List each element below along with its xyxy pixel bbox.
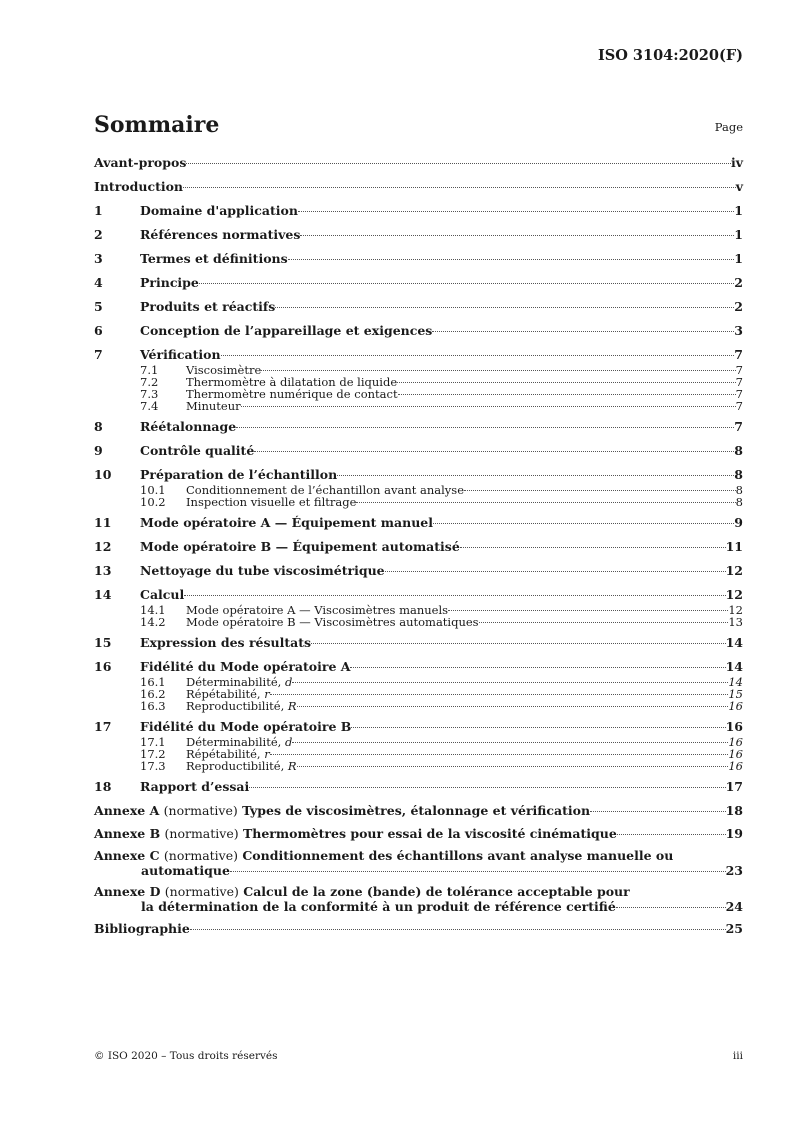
dot-leader	[298, 211, 734, 212]
toc-entry-number: 14	[94, 587, 112, 602]
toc-entry-label: Thermomètre à dilatation de liquide	[186, 375, 398, 389]
toc-entry-page: 13	[728, 615, 743, 629]
dot-leader	[275, 307, 734, 308]
toc-entry-label: Avant-propos	[94, 155, 187, 170]
toc-entry-label: Mode opératoire B — Équipement automatisé	[140, 539, 460, 554]
toc-entry-variable: R	[287, 759, 297, 773]
toc-entry-label: Déterminabilité, d	[186, 735, 293, 749]
page-title: Sommaire	[94, 112, 220, 138]
toc-entry-8[interactable]	[94, 418, 743, 436]
toc-entry-number: 7.2	[140, 375, 159, 389]
toc-entry-9[interactable]	[94, 442, 743, 460]
toc-entry-12[interactable]	[94, 538, 743, 556]
toc-entry-6[interactable]	[94, 322, 743, 340]
toc-entry-number: 16	[94, 659, 112, 674]
toc-entry-number: 13	[94, 563, 112, 578]
toc-entry-page: 25	[725, 921, 743, 936]
toc-entry-number: 12	[94, 539, 112, 554]
toc-entry-variable: d	[284, 735, 293, 749]
toc-entry-page: 15	[728, 687, 743, 701]
toc-entry-variable: r	[264, 747, 270, 761]
dot-leader	[397, 382, 736, 383]
toc-entry-label: Mode opératoire A — Viscosimètres manuels	[186, 603, 449, 617]
toc-entry-label: Réétalonnage	[140, 419, 237, 434]
toc-entry-label: Minuteur	[186, 399, 241, 413]
toc-entry-number: 2	[94, 227, 103, 242]
dot-leader	[448, 610, 728, 611]
dot-leader	[337, 475, 734, 476]
toc-entry-18[interactable]	[94, 778, 743, 796]
toc-entry-page: 1	[734, 251, 743, 266]
toc-entry-bibliographie[interactable]	[94, 920, 743, 937]
dot-leader	[183, 187, 736, 188]
dot-leader	[292, 742, 728, 743]
toc-entry-page: 8	[735, 483, 743, 497]
toc-entry-number: 18	[94, 779, 112, 794]
toc-entry-11[interactable]	[94, 514, 743, 532]
toc-entry-3[interactable]	[94, 250, 743, 268]
toc-entry-page: 16	[728, 735, 743, 749]
dot-leader	[241, 406, 736, 407]
toc-entry-number: 14.1	[140, 603, 166, 617]
dot-leader	[254, 451, 734, 452]
toc-subentry-17-3[interactable]	[94, 760, 743, 772]
toc-entry-number: 17	[94, 719, 112, 734]
footer-page-number: iii	[732, 1050, 743, 1062]
toc-entry-page: 16	[728, 759, 743, 773]
toc-entry-variable: r	[264, 687, 270, 701]
toc-entry-label: Annexe D (normative) Calcul de la zone (bande) de tolérance acceptable pour	[94, 884, 630, 899]
toc-entry-avant-propos[interactable]	[94, 154, 743, 172]
toc-entry-page: 14	[725, 659, 743, 674]
toc-entry-page: 2	[734, 299, 743, 314]
toc-entry-label: Mode opératoire A — Équipement manuel	[140, 515, 433, 530]
dot-leader	[300, 235, 734, 236]
document-id: ISO 3104:2020(F)	[597, 47, 743, 64]
toc-entry-number: 8	[94, 419, 103, 434]
toc-entry-13[interactable]	[94, 562, 743, 580]
dot-leader	[288, 259, 735, 260]
dot-leader	[292, 682, 728, 683]
toc-entry-number: 11	[94, 515, 112, 530]
toc-entry-label: Répétabilité, r	[186, 747, 270, 761]
toc-entry-number: 17.2	[140, 747, 166, 761]
dot-leader	[433, 523, 734, 524]
toc-entry-number: 7	[94, 347, 103, 362]
toc-entry-page: 16	[725, 719, 743, 734]
toc-entry-label: Viscosimètre	[186, 363, 262, 377]
dot-leader	[261, 370, 735, 371]
dot-leader	[297, 766, 729, 767]
dot-leader	[186, 163, 731, 164]
toc-entry-label: Reproductibilité, R	[186, 759, 297, 773]
dot-leader	[270, 694, 729, 695]
dot-leader	[230, 871, 726, 872]
toc-entry-page: 14	[728, 675, 743, 689]
toc-entry-page: 14	[725, 635, 743, 650]
toc-entry-page: 18	[725, 803, 743, 818]
dot-leader	[190, 929, 726, 930]
toc-entry-page: 7	[735, 363, 743, 377]
toc-entry-label: Nettoyage du tube viscosimétrique	[140, 563, 385, 578]
toc-entry-label: Calcul	[140, 587, 185, 602]
toc-entry-number: 17.1	[140, 735, 166, 749]
toc-entry-label: Bibliographie	[94, 921, 190, 936]
toc-entry-label: Inspection visuelle et filtrage	[186, 495, 357, 509]
dot-leader	[351, 727, 725, 728]
toc-entry-7[interactable]	[94, 346, 743, 364]
toc-entry-label: Conception de l’appareillage et exigences	[140, 323, 433, 338]
toc-entry-page: 19	[725, 826, 743, 841]
toc-entry-introduction[interactable]	[94, 178, 743, 196]
toc-entry-variable: R	[287, 699, 297, 713]
toc-entry-label: Termes et définitions	[140, 251, 288, 266]
toc-entry-number: 10.1	[140, 483, 166, 497]
toc-entry-number: 15	[94, 635, 112, 650]
toc-entry-label: Thermomètre numérique de contact	[186, 387, 398, 401]
toc-entry-page: 12	[725, 563, 743, 578]
toc-entry-number: 4	[94, 275, 103, 290]
dot-leader	[350, 667, 725, 668]
toc-annex-d[interactable]	[94, 884, 743, 914]
toc-entry-label: Fidélité du Mode opératoire B	[140, 719, 352, 734]
toc-entry-number: 7.1	[140, 363, 159, 377]
toc-entry-number: 7.3	[140, 387, 159, 401]
toc-entry-14[interactable]	[94, 586, 743, 604]
toc-entry-label-continued: la détermination de la conformité à un produit de référence certifié	[141, 899, 616, 914]
toc-entry-page: 9	[734, 515, 743, 530]
toc-entry-label: Principe	[140, 275, 199, 290]
toc-entry-page: v	[735, 179, 743, 194]
dot-leader	[385, 571, 726, 572]
dot-leader	[184, 595, 725, 596]
dot-leader	[432, 331, 734, 332]
dot-leader	[297, 706, 729, 707]
toc-subentry-10-2[interactable]	[94, 496, 743, 508]
toc-entry-page: 24	[725, 899, 743, 914]
toc-entry-label: Contrôle qualité	[140, 443, 255, 458]
dot-leader	[479, 622, 729, 623]
toc-entry-page: 11	[725, 539, 743, 554]
toc-entry-number: 16.2	[140, 687, 166, 701]
dot-leader	[356, 502, 735, 503]
toc-entry-variable: d	[284, 675, 293, 689]
toc-entry-page: 8	[734, 443, 743, 458]
toc-entry-page: 7	[734, 419, 743, 434]
toc-subentry-16-3[interactable]	[94, 700, 743, 712]
toc-entry-page: 3	[734, 323, 743, 338]
table-of-contents	[94, 154, 743, 937]
toc-entry-2[interactable]	[94, 226, 743, 244]
footer-copyright: © ISO 2020 – Tous droits réservés	[94, 1050, 278, 1062]
toc-subentry-14-2[interactable]	[94, 616, 743, 628]
toc-entry-page: iv	[730, 155, 743, 170]
dot-leader	[590, 811, 726, 812]
toc-entry-page: 8	[735, 495, 743, 509]
toc-entry-number: 1	[94, 203, 103, 218]
toc-entry-label: Mode opératoire B — Viscosimètres automatiques	[186, 615, 479, 629]
toc-annex-a[interactable]	[94, 802, 743, 819]
dot-leader	[460, 547, 726, 548]
dot-leader	[464, 490, 736, 491]
toc-entry-5[interactable]	[94, 298, 743, 316]
toc-entry-page: 16	[728, 747, 743, 761]
toc-entry-page: 8	[734, 467, 743, 482]
dot-leader	[221, 355, 735, 356]
toc-entry-number: 17.3	[140, 759, 166, 773]
toc-entry-label: Annexe A (normative) Types de viscosimètres, étalonnage et vérification	[94, 803, 591, 818]
toc-entry-page: 7	[735, 399, 743, 413]
toc-entry-page: 12	[725, 587, 743, 602]
toc-entry-number: 9	[94, 443, 103, 458]
toc-entry-page: 1	[734, 227, 743, 242]
toc-entry-number: 10.2	[140, 495, 166, 509]
toc-entry-label: Répétabilité, r	[186, 687, 270, 701]
dot-leader	[236, 427, 734, 428]
toc-entry-label: Annexe C (normative) Conditionnement des échantillons avant analyse manuelle ou	[94, 848, 674, 863]
toc-entry-page: 1	[734, 203, 743, 218]
dot-leader	[617, 834, 726, 835]
toc-entry-number: 14.2	[140, 615, 166, 629]
toc-entry-page: 23	[725, 863, 743, 878]
toc-entry-number: 16.1	[140, 675, 166, 689]
dot-leader	[398, 394, 736, 395]
toc-entry-15[interactable]	[94, 634, 743, 652]
toc-entry-number: 5	[94, 299, 103, 314]
toc-entry-16[interactable]	[94, 658, 743, 676]
toc-entry-label: Vérification	[140, 347, 221, 362]
dot-leader	[311, 643, 726, 644]
toc-entry-page: 12	[728, 603, 743, 617]
toc-entry-page: 7	[735, 375, 743, 389]
toc-entry-number: 10	[94, 467, 112, 482]
toc-entry-label-continued: automatique	[141, 863, 230, 878]
toc-entry-number: 16.3	[140, 699, 166, 713]
toc-entry-1[interactable]	[94, 202, 743, 220]
toc-annex-c[interactable]	[94, 848, 743, 878]
toc-entry-number: 6	[94, 323, 103, 338]
toc-entry-label: Reproductibilité, R	[186, 699, 297, 713]
dot-leader	[270, 754, 729, 755]
dot-leader	[249, 787, 725, 788]
toc-entry-page: 7	[735, 387, 743, 401]
dot-leader	[199, 283, 734, 284]
page-column-header: Page	[714, 120, 743, 134]
toc-entry-10[interactable]	[94, 466, 743, 484]
toc-entry-label: Fidélité du Mode opératoire A	[140, 659, 351, 674]
toc-entry-label: Domaine d'application	[140, 203, 298, 218]
toc-subentry-7-4[interactable]	[94, 400, 743, 412]
toc-entry-number: 3	[94, 251, 103, 266]
toc-entry-number: 7.4	[140, 399, 159, 413]
toc-entry-4[interactable]	[94, 274, 743, 292]
toc-entry-page: 16	[728, 699, 743, 713]
toc-entry-page: 2	[734, 275, 743, 290]
toc-entry-label: Introduction	[94, 179, 184, 194]
toc-entry-label: Conditionnement de l’échantillon avant analyse	[186, 483, 465, 497]
toc-entry-page: 17	[725, 779, 743, 794]
toc-entry-17[interactable]	[94, 718, 743, 736]
toc-entry-label: Expression des résultats	[140, 635, 312, 650]
toc-entry-label: Produits et réactifs	[140, 299, 276, 314]
toc-annex-b[interactable]	[94, 825, 743, 842]
toc-entry-label: Déterminabilité, d	[186, 675, 293, 689]
toc-entry-page: 7	[734, 347, 743, 362]
toc-entry-label: Rapport d’essai	[140, 779, 250, 794]
toc-entry-label: Annexe B (normative) Thermomètres pour essai de la viscosité cinématique	[94, 826, 617, 841]
dot-leader	[616, 907, 726, 908]
toc-entry-label: Références normatives	[140, 227, 301, 242]
toc-entry-label: Préparation de l’échantillon	[140, 467, 338, 482]
